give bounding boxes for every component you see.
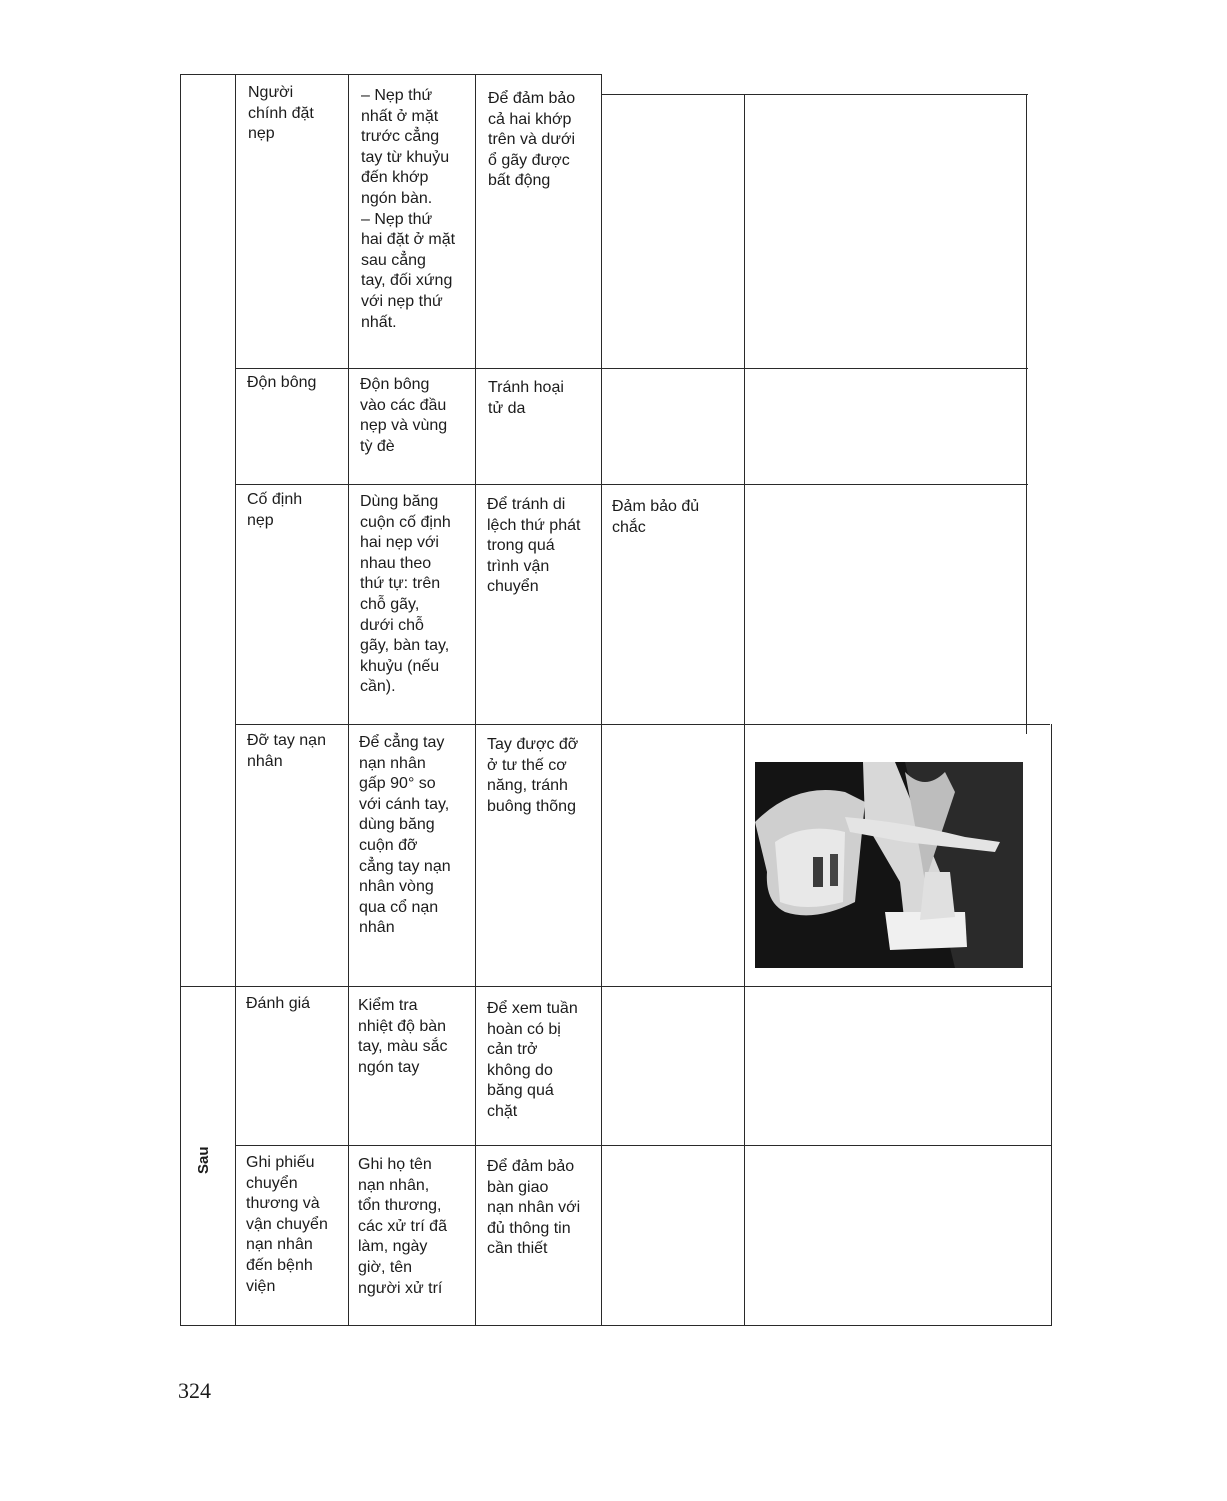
arm-sling-photo: [755, 762, 1023, 968]
column-divider: [475, 74, 476, 1326]
row-divider: [236, 724, 1050, 725]
table-border-bottom: [180, 1325, 1052, 1326]
table-cell-step: Đỡ tay nạn nhân: [247, 732, 326, 770]
table-cell-reason: Để xem tuần hoàn có bị cản trở không do băng quá chặt: [487, 1000, 578, 1120]
table-cell-step: Cố định nẹp: [247, 491, 303, 529]
table-cell-step: Người chính đặt nẹp: [248, 84, 314, 143]
table-border-right: [1026, 94, 1027, 734]
table-border-left: [180, 74, 181, 1326]
row-divider: [236, 1145, 1052, 1146]
table-border-top: [180, 74, 602, 75]
table-border-right: [1051, 724, 1052, 1326]
table-cell-standard: Đảm bảo đủ chắc: [612, 498, 700, 536]
table-cell-action: Để cẳng tay nạn nhân gấp 90° so với cánh tay, dùng băng cuộn đỡ cẳng tay nạn nhân vòng qua cổ nạn nhân: [359, 734, 451, 937]
table-cell-reason: Tay được đỡ ở tư thế cơ năng, tránh buông thõng: [487, 736, 579, 815]
row-divider: [236, 368, 1028, 369]
table-cell-reason: Tránh hoại tử da: [488, 379, 564, 417]
table-cell-action: Độn bông vào các đầu nẹp và vùng tỳ đè: [360, 376, 448, 455]
table-cell-action: Ghi họ tên nạn nhân, tổn thương, các xử trí đã làm, ngày giờ, tên người xử trí: [358, 1156, 447, 1297]
phase-label: Sau: [195, 1146, 212, 1174]
column-divider: [744, 94, 745, 1326]
column-divider: [235, 74, 236, 1326]
section-divider: [180, 986, 1052, 987]
column-divider: [348, 74, 349, 1326]
row-divider: [236, 484, 1028, 485]
table-cell-action: – Nẹp thứ nhất ở mặt trước cẳng tay từ khuỷu đến khớp ngón bàn. – Nẹp thứ hai đặt ở mặt sau cẳng tay, đối xứng với nẹp thứ nhất.: [361, 87, 456, 331]
column-divider: [601, 74, 602, 1326]
table-cell-step: Ghi phiếu chuyển thương và vận chuyển nạn nhân đến bệnh viện: [246, 1154, 328, 1295]
table-cell-step: Đánh giá: [246, 995, 311, 1012]
table-cell-reason: Để đảm bảo cả hai khớp trên và dưới ổ gãy được bất động: [488, 90, 576, 190]
table-cell-step: Độn bông: [247, 374, 317, 391]
table-border-top-right: [602, 94, 1028, 95]
table-cell-reason: Để tránh di lệch thứ phát trong quá trình vận chuyển: [487, 496, 581, 596]
table-cell-action: Kiểm tra nhiệt độ bàn tay, màu sắc ngón tay: [358, 997, 448, 1076]
table-cell-action: Dùng băng cuộn cố định hai nẹp với nhau theo thứ tự: trên chỗ gãy, dưới chỗ gãy, bàn tay, khuỷu (nếu cần).: [360, 493, 451, 696]
table-cell-reason: Để đảm bảo bàn giao nạn nhân với đủ thông tin cần thiết: [487, 1158, 581, 1258]
page-number: 324: [178, 1378, 211, 1403]
